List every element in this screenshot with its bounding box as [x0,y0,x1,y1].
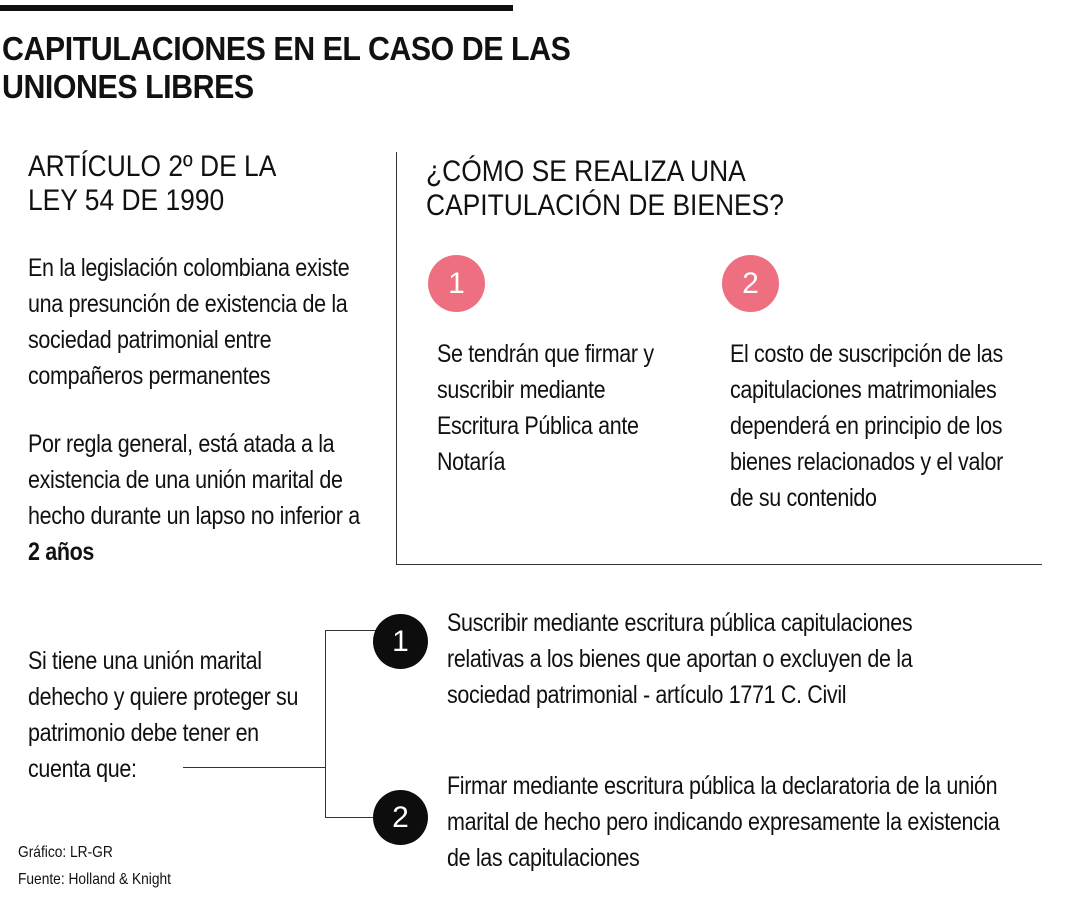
step-1-text: Se tendrán que firmar y suscribir mediante Escritura Pública ante Notaría [437,340,654,476]
step-1-number: 1 [448,266,465,300]
main-title: CAPITULACIONES EN EL CASO DE LAS UNIONES LIBRES [2,30,571,105]
step-2-badge [722,255,779,312]
step-2-text: El costo de suscripción de las capitulaciones matrimoniales dependerá en principio de los bienes relacionados y el valor de su contenido [730,340,1003,512]
articulo-paragraph-2-bold: 2 años [28,538,95,566]
option-1-number: 1 [392,624,409,658]
connector-vertical [325,630,326,818]
articulo-heading: ARTÍCULO 2º DE LA LEY 54 DE 1990 [28,150,275,217]
articulo-paragraph-2-text: Por regla general, está atada a la existencia de una unión marital de hecho durante un lapso no inferior a [28,430,360,530]
option-2-text: Firmar mediante escritura pública la declaratoria de la unión marital de hecho pero indicando expresamente la existencia de las capitulaciones [447,772,1000,872]
option-2-number: 2 [392,800,409,834]
articulo-paragraph-2 [28,426,368,570]
top-rule [0,5,513,11]
connector-branch-1 [325,630,380,631]
vertical-divider [396,152,397,565]
option-1-badge [373,614,428,669]
step-2-number: 2 [742,266,759,300]
como-heading [426,155,804,223]
step-1-badge [428,255,485,312]
option-2-badge [373,790,428,845]
connector-branch-2 [325,817,380,818]
option-1-text: Suscribir mediante escritura pública capitulaciones relativas a los bienes que aportan o excluyen de la sociedad patrimonial - artículo 1771 C. Civil [447,609,913,709]
como-heading-text: ¿CÓMO SE REALIZA UNA CAPITULACIÓN DE BIENES? [426,155,784,222]
connector-horizontal [183,767,326,768]
horizontal-divider [396,564,1042,565]
articulo-paragraph-1: En la legislación colombiana existe una presunción de existencia de la sociedad patrimonial entre compañeros permanentes [28,254,350,390]
union-intro: Si tiene una unión marital dehecho y quiere proteger su patrimonio debe tener en cuenta que: [28,647,299,783]
credit-fuente: Fuente: Holland & Knight [18,871,171,888]
credit-grafico: Gráfico: LR-GR [18,844,113,861]
